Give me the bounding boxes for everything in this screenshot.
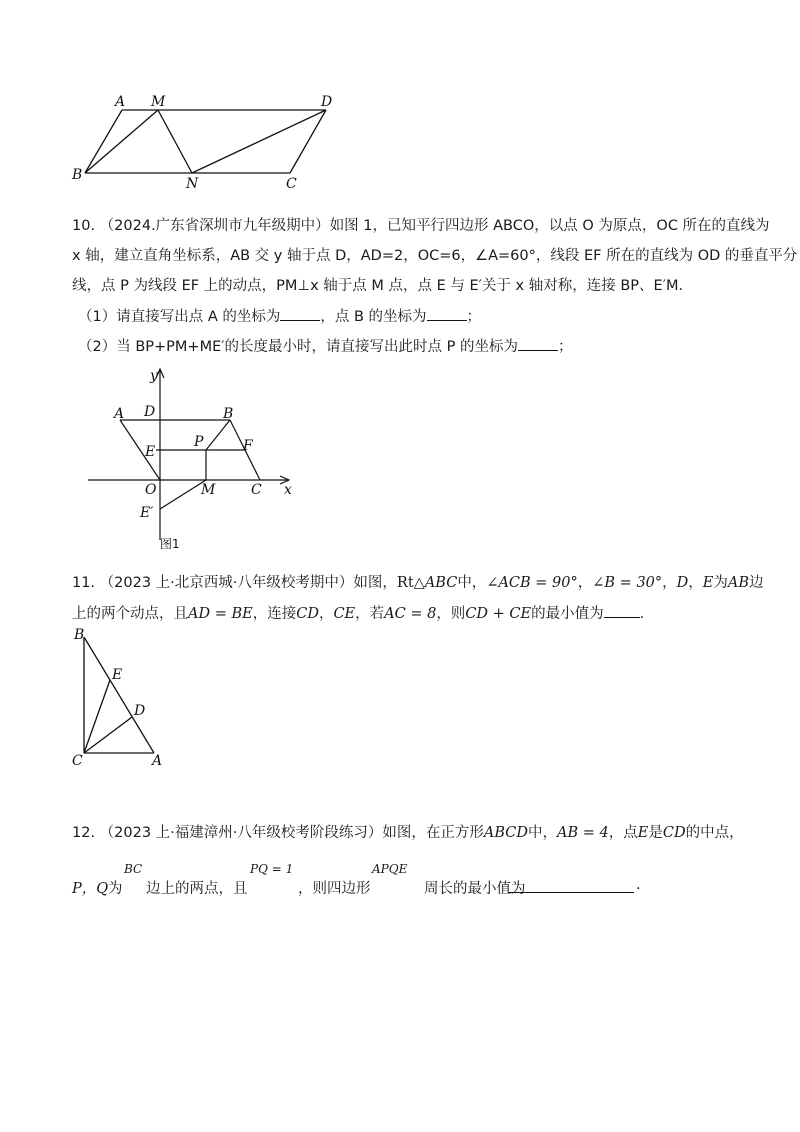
q10-source: （2024.广东省深圳市九年级期中） <box>99 218 330 234</box>
q11-ab: AB <box>727 575 750 591</box>
segment-cd <box>84 717 132 753</box>
figure-parallelogram-abcd <box>60 85 360 195</box>
q12-line2 <box>72 862 732 902</box>
answer-blank-a[interactable] <box>280 306 320 321</box>
q12-wei: 为 <box>108 881 123 897</box>
q10-part1-text: （1）请直接写出点 A 的坐标为 <box>78 309 281 325</box>
q10-part1-text-c: ； <box>466 309 482 325</box>
q11-cd: CD <box>296 606 319 622</box>
q12-text-c: ，点 <box>608 825 638 841</box>
label-b: B <box>223 406 234 422</box>
q11-bian: 边 <box>749 575 764 591</box>
segment-dc <box>290 110 326 173</box>
q10-line3-text: 线，点 P 为线段 EF 上的动点，PM⊥x 轴于点 M 点，点 E 与 E′关于 x 轴对称，连接 BP、E′M． <box>72 278 693 294</box>
q12-e: E <box>637 825 649 841</box>
q12-bc: BC <box>124 862 143 876</box>
q11-rt: Rt△ <box>396 575 425 591</box>
q12-text-g: ，则四边形 <box>298 881 371 897</box>
q11-line2-text-d: ，若 <box>355 606 385 622</box>
segment-nd <box>192 110 326 173</box>
q10-part2-text-b: ； <box>558 339 573 355</box>
q11-line2-period: . <box>639 606 645 622</box>
q12-period: . <box>636 877 641 893</box>
label-p: P <box>194 434 204 450</box>
segment-bp <box>206 420 230 450</box>
q11-e: E <box>702 575 714 591</box>
q12-number: 12. <box>72 825 96 841</box>
q11-text: 如图， <box>353 575 397 591</box>
q11-line2-text-f: 的最小值为 <box>531 606 604 622</box>
q11-comma: ， <box>577 575 593 591</box>
label-n: N <box>186 176 199 192</box>
label-o: O <box>145 482 157 498</box>
answer-blank-q12[interactable] <box>508 878 634 893</box>
q11-line1 <box>72 573 764 593</box>
segment-ce <box>84 680 110 753</box>
q10-part1-text-b: ，点 B 的坐标为 <box>320 309 427 325</box>
q11-angle-acb: ∠ACB = 90° <box>486 575 578 591</box>
q11-ce: CE <box>333 606 356 622</box>
label-e: E <box>145 444 156 460</box>
q12-ab4: AB = 4 <box>557 825 609 841</box>
q11-text-b: 中， <box>457 575 487 591</box>
q11-comma-2: ， <box>662 575 677 591</box>
label-f: F <box>243 438 253 454</box>
segment-mn <box>158 110 192 173</box>
q12-text: 如图，在正方形 <box>382 825 484 841</box>
q11-wei: 为 <box>713 575 728 591</box>
q11-line2-text: 上的两个动点，且 <box>72 606 188 622</box>
q11-ad-be: AD = BE <box>188 606 253 622</box>
figure-caption: 图1 <box>160 537 180 551</box>
label-d: D <box>144 404 156 420</box>
figure-right-triangle <box>62 625 182 773</box>
segment-bm <box>85 110 158 173</box>
label-m: M <box>151 94 166 110</box>
label-a: A <box>152 753 163 769</box>
answer-blank-b[interactable] <box>427 306 467 321</box>
label-a: A <box>115 94 126 110</box>
q11-comma-3: ， <box>688 575 703 591</box>
q11-line2 <box>72 603 732 624</box>
q12-abcd: ABCD <box>483 825 529 841</box>
q11-angle-b: ∠B = 30° <box>592 575 663 591</box>
q12-text-e: 的中点， <box>685 825 744 841</box>
q10-part2-text: （2）当 BP+PM+ME′的长度最小时，请直接写出此时点 P 的坐标为 <box>78 339 519 355</box>
q12-source: （2023 上·福建漳州·八年级校考阶段练习） <box>99 825 383 841</box>
q10-line2 <box>72 246 798 266</box>
label-b: B <box>72 167 83 183</box>
q10-line3 <box>72 276 732 296</box>
label-b: B <box>74 627 85 643</box>
q10-line1 <box>72 216 770 236</box>
q12-text-d: 是 <box>648 825 663 841</box>
label-e: E <box>112 667 123 683</box>
q12-text-b: 中， <box>528 825 558 841</box>
answer-blank-p[interactable] <box>518 336 558 351</box>
q11-line2-text-b: ，连接 <box>252 606 297 622</box>
q12-pq: P，Q <box>72 881 109 897</box>
segment-ab <box>85 110 122 173</box>
label-c: C <box>251 482 262 498</box>
label-e-prime: E′ <box>140 505 154 521</box>
q12-apqe: APQE <box>372 862 408 876</box>
q11-cd-ce: CD + CE <box>465 606 532 622</box>
q11-d: D <box>676 575 689 591</box>
q12-line1 <box>72 823 744 843</box>
segment-me2 <box>160 480 206 509</box>
q12-cd: CD <box>662 825 686 841</box>
q12-text-f: 边上的两点，且 <box>146 881 248 897</box>
q10-number: 10. <box>72 218 96 234</box>
segment-ba <box>84 637 154 753</box>
label-c: C <box>286 176 297 192</box>
q11-line2-comma: ， <box>318 606 334 622</box>
q11-ac8: AC = 8 <box>384 606 437 622</box>
q10-part2 <box>78 336 738 357</box>
q10-line1-text: 如图 1，已知平行四边形 ABCO，以点 O 为原点，OC 所在的直线为 <box>329 218 770 234</box>
label-y: y <box>150 368 158 384</box>
q12-text-h: 周长的最小值为 <box>424 881 526 897</box>
q12-pq1: PQ = 1 <box>250 862 294 876</box>
answer-blank-q11[interactable] <box>604 603 640 618</box>
label-x: x <box>284 482 292 498</box>
label-d: D <box>321 94 333 110</box>
q11-abc: ABC <box>424 575 458 591</box>
q11-line2-text-e: ，则 <box>436 606 466 622</box>
figure-1-coordinate-plane <box>80 362 310 554</box>
label-c: C <box>72 753 83 769</box>
label-d: D <box>134 703 146 719</box>
q11-source: （2023 上·北京西城·八年级校考期中） <box>99 575 354 591</box>
q10-part1 <box>78 306 738 327</box>
label-m: M <box>201 482 216 498</box>
q11-number: 11. <box>72 575 96 591</box>
label-a: A <box>114 406 125 422</box>
q10-line2-text: x 轴，建立直角坐标系，AB 交 y 轴于点 D，AD=2，OC=6，∠A=60°，线段 EF 所在的直线为 OD 的垂直平分 <box>72 248 798 264</box>
